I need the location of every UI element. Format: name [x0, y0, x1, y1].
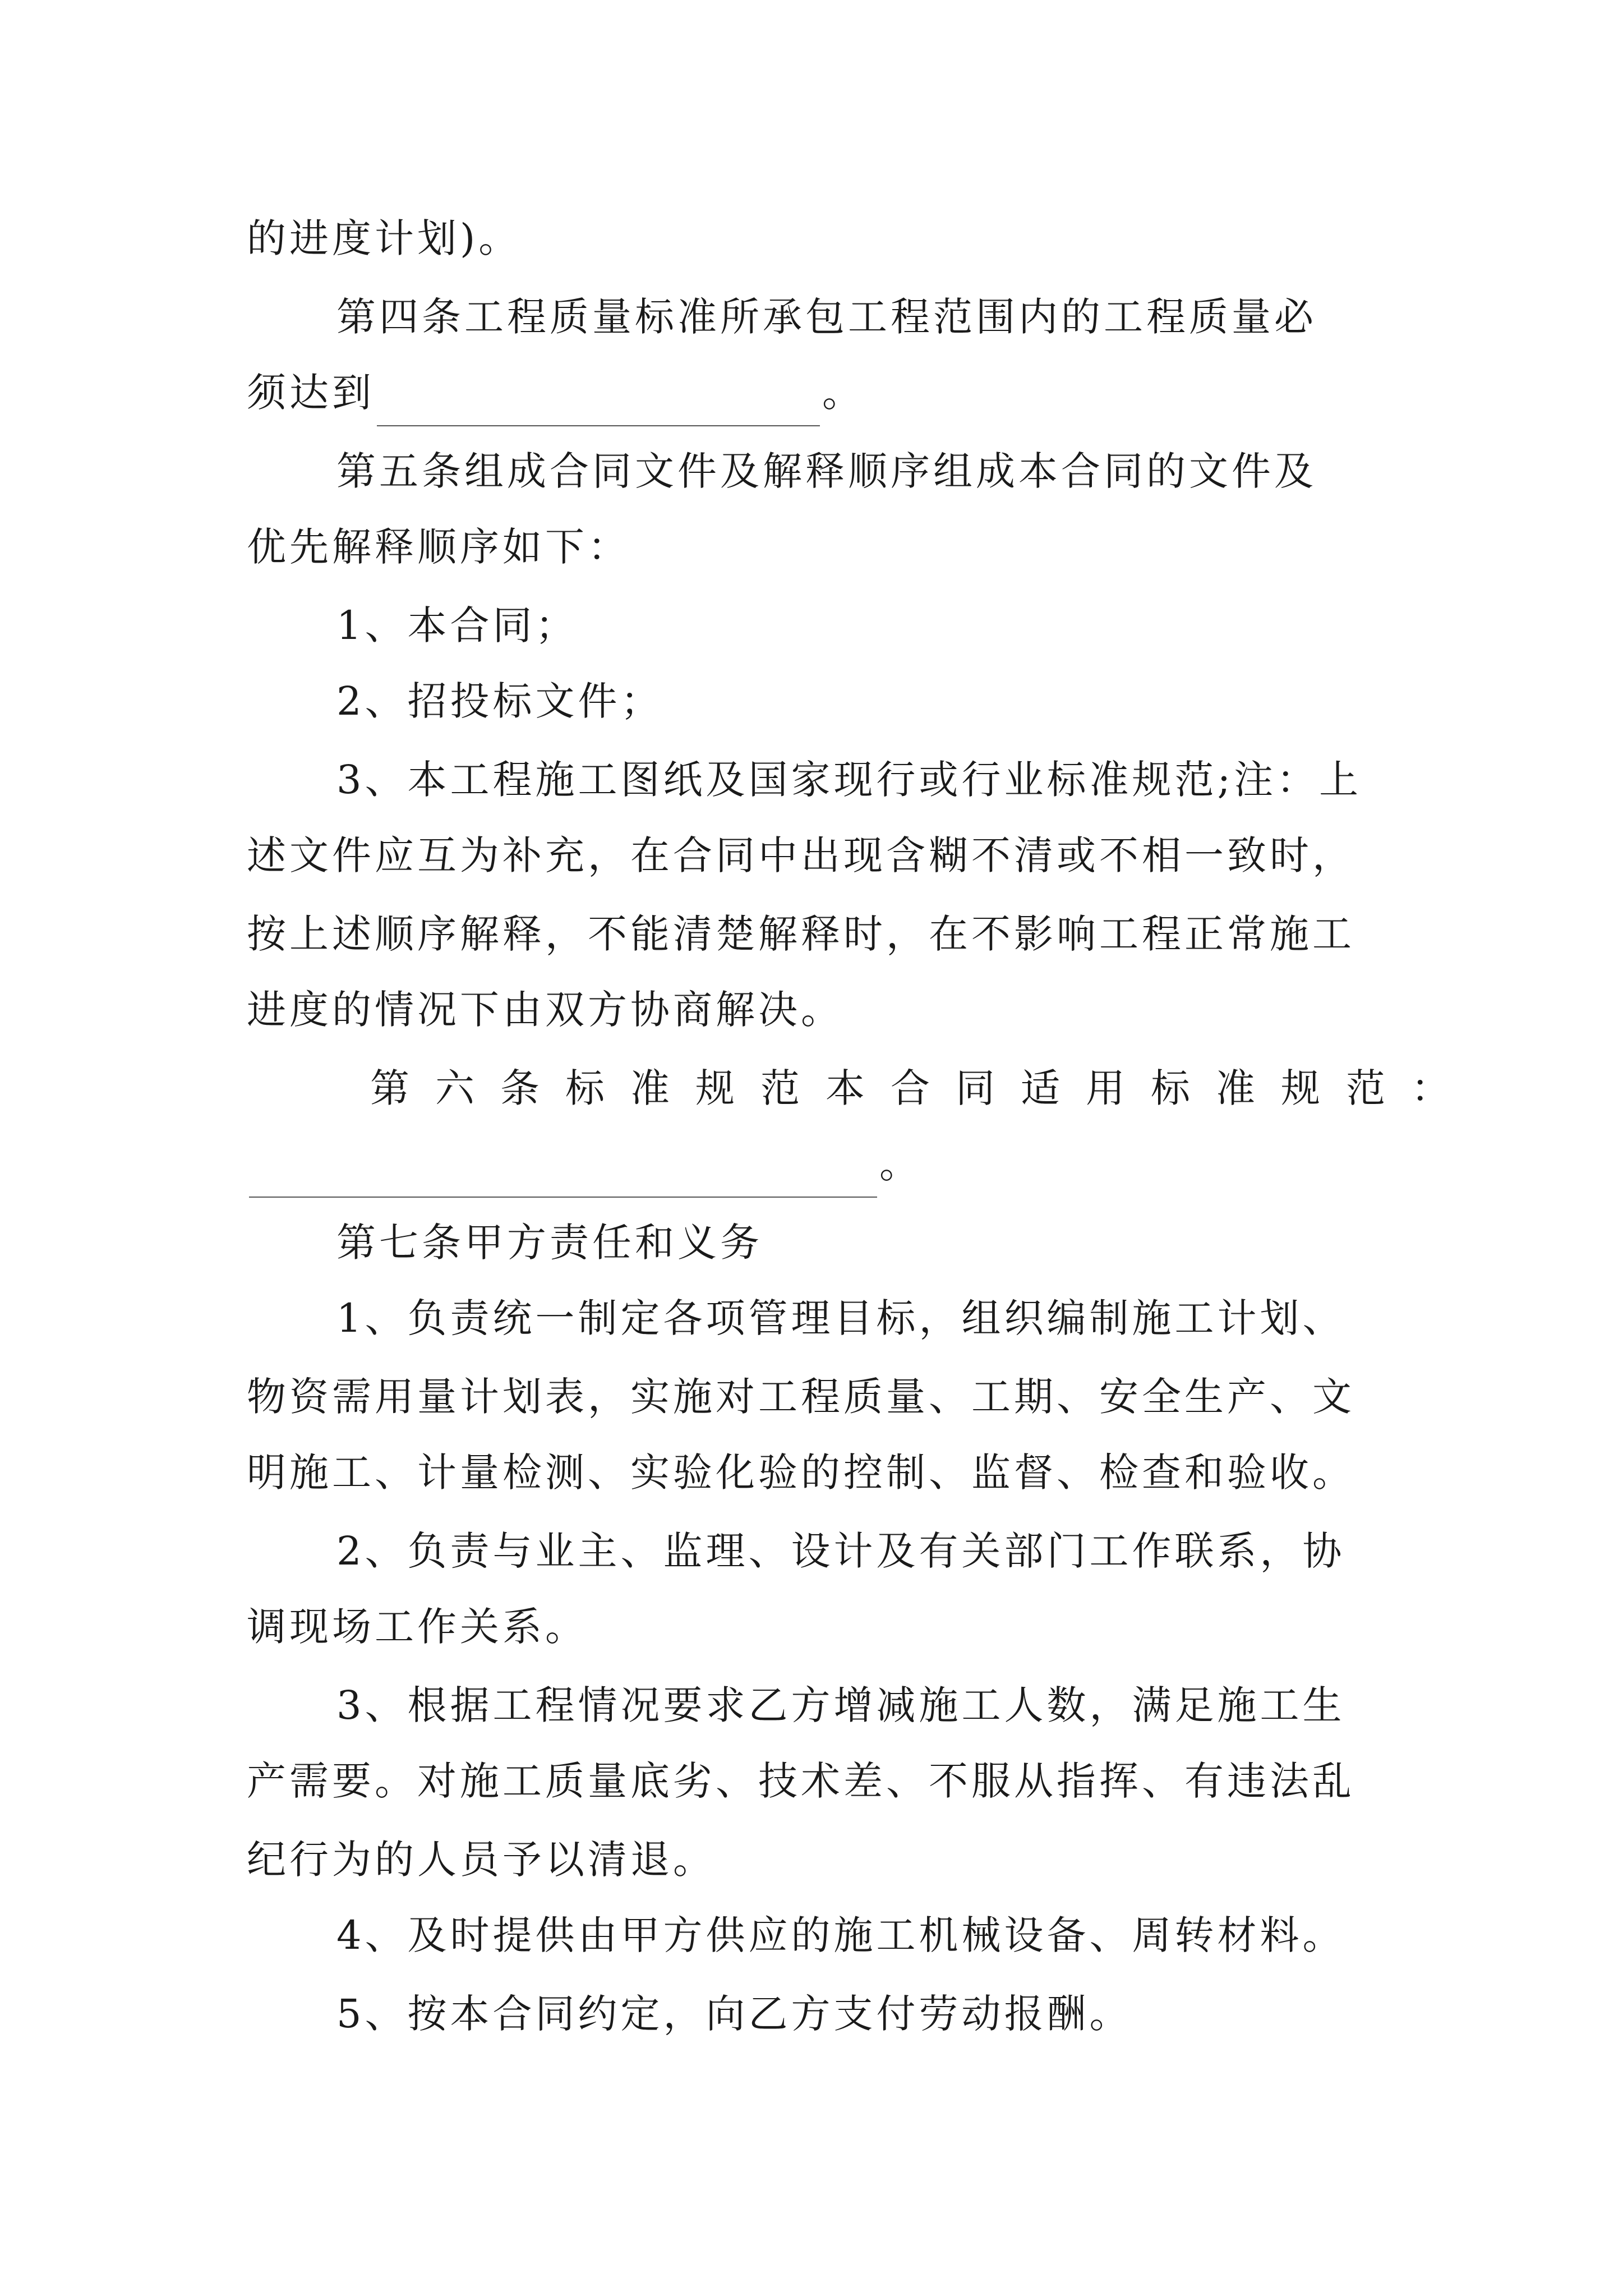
- text-fragment: 。: [879, 1141, 922, 1187]
- list-item: 5、按本合同约定，向乙方支付劳动报酬。: [336, 1991, 1132, 2037]
- list-item: 2、负责与业主、监理、设计及有关部门工作联系，协: [336, 1528, 1345, 1574]
- standards-blank: [249, 1153, 877, 1198]
- article-6-heading: 第六条标准规范本合同适用标准规范：: [370, 1065, 1476, 1111]
- text-fragment: 。: [822, 370, 865, 416]
- text-line: 进度的情况下由双方协商解决。: [247, 987, 843, 1033]
- quality-standard-blank: [377, 381, 820, 426]
- text-line-with-blank: [247, 359, 1396, 426]
- text-line: 产需要。对施工质量底劣、技术差、不服从指挥、有违法乱: [247, 1758, 1355, 1804]
- text-line: 调现场工作关系。: [247, 1604, 588, 1650]
- list-item: 3、本工程施工图纸及国家现行或行业标准规范;注：上: [336, 757, 1362, 803]
- text-line: 纪行为的人员予以清退。: [247, 1837, 716, 1883]
- list-item: 2、招投标文件；: [336, 678, 663, 724]
- text-line: 明施工、计量检测、实验化验的控制、监督、检查和验收。: [247, 1450, 1355, 1496]
- article-7-heading: 第七条甲方责任和义务: [336, 1220, 763, 1266]
- text-line: 物资需用量计划表，实施对工程质量、工期、安全生产、文: [247, 1374, 1355, 1420]
- text-line-with-blank: [247, 1130, 1396, 1198]
- text-fragment: 须达到: [247, 370, 375, 416]
- list-item: 3、根据工程情况要求乙方增减施工人数，满足施工生: [336, 1682, 1345, 1728]
- article-5-heading: 第五条组成合同文件及解释顺序组成本合同的文件及: [336, 448, 1317, 494]
- text-line: 优先解释顺序如下：: [247, 524, 630, 570]
- text-line: 按上述顺序解释，不能清楚解释时，在不影响工程正常施工: [247, 911, 1355, 957]
- article-4-heading: 第四条工程质量标准所承包工程范围内的工程质量必: [336, 294, 1317, 340]
- list-item: 1、本合同；: [336, 602, 578, 648]
- list-item: 4、及时提供由甲方供应的施工机械设备、周转材料。: [336, 1912, 1345, 1958]
- text-line: 述文件应互为补充，在合同中出现含糊不清或不相一致时，: [247, 832, 1355, 878]
- text-line: 的进度计划)。: [247, 215, 522, 261]
- list-item: 1、负责统一制定各项管理目标，组织编制施工计划、: [336, 1295, 1345, 1341]
